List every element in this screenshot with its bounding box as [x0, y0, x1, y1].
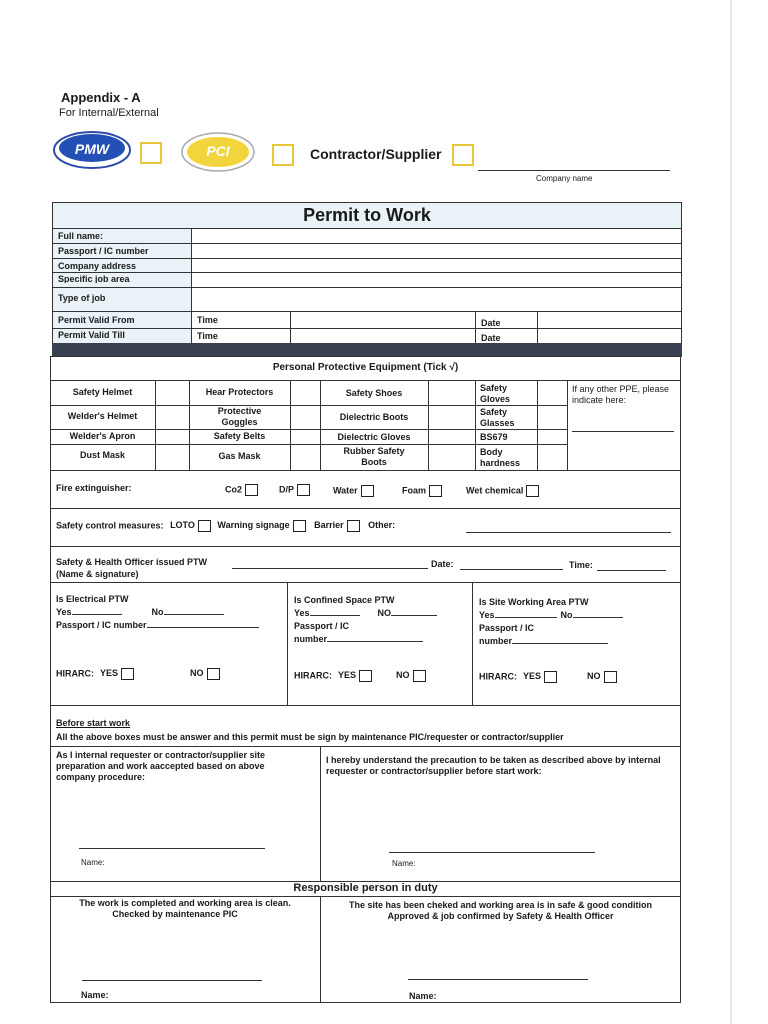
ppe-other-line[interactable]: [572, 431, 674, 432]
barrier-label: Barrier: [314, 520, 344, 531]
electrical-hirarc-no-checkbox[interactable]: [207, 668, 220, 680]
officer-name-label: Name:: [409, 991, 437, 1001]
pic-name-label: Name:: [81, 990, 109, 1000]
confined-passport-label: Passport / IC: [294, 621, 350, 631]
requester-name-label: Name:: [81, 858, 105, 867]
fire-foam-label: Foam: [402, 485, 427, 496]
electrical-no-label: No: [151, 607, 164, 617]
confined-passport-line[interactable]: [327, 633, 423, 642]
pmw-logo: [52, 130, 132, 170]
confined-yes-label: Yes: [294, 608, 310, 618]
confined-yes-line[interactable]: [310, 607, 360, 616]
pci-logo-text: PCI: [206, 143, 230, 159]
fire-dp-checkbox[interactable]: [297, 484, 310, 496]
fire-wet-chemical-checkbox[interactable]: [526, 485, 539, 497]
site-passport-label: Passport / IC: [479, 623, 535, 633]
label-time-from: Time: [197, 315, 218, 325]
electrical-hirarc-label: HIRARC:: [56, 668, 94, 679]
officer-time-line[interactable]: [597, 570, 666, 571]
fire-co2-checkbox[interactable]: [245, 484, 258, 496]
confined-hirarc-yes-label: YES: [338, 670, 357, 681]
officer-signature-line[interactable]: [232, 568, 428, 569]
requester-signature-line[interactable]: [79, 848, 265, 849]
officer-date-line[interactable]: [460, 569, 563, 570]
label-full-name: Full name:: [58, 231, 104, 241]
label-time-till: Time: [197, 331, 218, 341]
officer-final-signature-line[interactable]: [408, 979, 588, 980]
company-name-caption: Company name: [536, 174, 593, 183]
confined-hirarc-no-label: NO: [396, 670, 410, 681]
site-passport-line[interactable]: [512, 635, 608, 644]
ppe-dust-mask: Dust Mask: [79, 450, 125, 460]
electrical-no-line[interactable]: [164, 606, 224, 615]
contractor-checkbox[interactable]: [452, 144, 474, 166]
ppe-welders-helmet: Welder's Helmet: [67, 411, 138, 421]
ppe-safety-helmet: Safety Helmet: [72, 387, 133, 397]
fire-dp-label: D/P: [279, 484, 295, 495]
site-hirarc-yes-label: YES: [523, 671, 542, 682]
loto-checkbox[interactable]: [198, 520, 211, 532]
officer-label: Safety & Health Officer issued PTW: [56, 557, 208, 567]
fire-co2-label: Co2: [225, 484, 243, 495]
site-hirarc-no-label: NO: [587, 671, 601, 682]
ppe-safety-gloves: Safety Gloves: [480, 383, 511, 404]
ppe-safety-glasses: Safety Glasses: [480, 407, 515, 428]
label-job-type: Type of job: [58, 293, 106, 303]
officer-sublabel: (Name & signature): [56, 569, 139, 579]
before-start-title: Before start work: [56, 718, 131, 728]
company-name-line[interactable]: [478, 170, 670, 171]
label-date-till: Date: [481, 333, 501, 343]
confined-hirarc-yes-checkbox[interactable]: [359, 670, 372, 682]
label-job-area: Specific job area: [58, 274, 130, 283]
contractor-supplier-label: Contractor/Supplier: [310, 146, 442, 162]
fire-water-label: Water: [333, 485, 358, 496]
ppe-other-label: If any other PPE, please indicate here:: [572, 384, 670, 405]
ppe-dielectric-boots: Dielectric Boots: [339, 412, 409, 422]
ppe-gas-mask: Gas Mask: [218, 451, 261, 461]
electrical-passport-label: Passport / IC number: [56, 620, 147, 630]
ppe-safety-belts: Safety Belts: [213, 431, 266, 441]
page-edge: [730, 0, 732, 1024]
site-hirarc-yes-checkbox[interactable]: [544, 671, 557, 683]
site-hirarc-label: HIRARC:: [479, 671, 517, 682]
electrical-ptw-label: Is Electrical PTW: [56, 594, 129, 604]
site-no-line[interactable]: [573, 609, 623, 618]
confined-hirarc-label: HIRARC:: [294, 670, 332, 681]
ppe-bs679: BS679: [480, 432, 508, 442]
ppe-welders-apron: Welder's Apron: [69, 431, 136, 441]
dark-divider: [52, 343, 682, 357]
site-yes-line[interactable]: [495, 609, 557, 618]
checked-by-pic: Checked by maintenance PIC: [112, 909, 238, 919]
confined-no-line[interactable]: [391, 607, 437, 616]
ppe-dielectric-gloves: Dielectric Gloves: [337, 432, 411, 442]
confined-passport-label-2: number: [294, 634, 328, 644]
pmw-checkbox[interactable]: [140, 142, 162, 164]
electrical-hirarc-yes-checkbox[interactable]: [121, 668, 134, 680]
label-company-address: Company address: [58, 261, 137, 271]
understand-signature-line[interactable]: [389, 852, 595, 853]
before-start-note: All the above boxes must be answer and this permit must be sign by maintenance PIC/requester or contractor/supplier: [56, 732, 564, 742]
confined-hirarc-no-checkbox[interactable]: [413, 670, 426, 682]
label-passport: Passport / IC number: [58, 246, 149, 256]
label-valid-till: Permit Valid Till: [58, 330, 125, 340]
fire-foam-checkbox[interactable]: [429, 485, 442, 497]
pic-signature-line[interactable]: [82, 980, 262, 981]
other-control-label: Other:: [368, 520, 396, 531]
label-valid-from: Permit Valid From: [58, 315, 135, 325]
ppe-hear-protectors: Hear Protectors: [205, 387, 274, 397]
ppe-title: Personal Protective Equipment (Tick √): [272, 362, 459, 373]
warning-signage-label: Warning signage: [217, 520, 290, 531]
understand-name-label: Name:: [392, 859, 416, 868]
pci-checkbox[interactable]: [272, 144, 294, 166]
label-date-from: Date: [481, 318, 501, 328]
site-checked-statement: The site has been cheked and working area is in safe & good condition: [348, 900, 653, 910]
internal-requester-statement: As I internal requester or contractor/supplier site preparation and work aaccepted based on above company procedure:: [56, 750, 266, 782]
site-no-label: No: [560, 610, 573, 620]
pmw-logo-text: PMW: [74, 141, 110, 157]
safety-control-label: Safety control measures:: [56, 520, 164, 531]
pci-logo: [180, 131, 256, 173]
ppe-body-hardness: Body hardness: [480, 447, 521, 468]
appendix-title: Appendix - A: [61, 90, 141, 105]
other-control-line[interactable]: [466, 532, 671, 533]
ppe-rubber-safety-boots: Rubber Safety Boots: [343, 446, 405, 467]
electrical-hirarc-no-label: NO: [190, 668, 204, 679]
job-area-clip: [53, 273, 191, 283]
appendix-subtitle: For Internal/External: [59, 107, 159, 119]
work-completed-statement: The work is completed and working area is clean.: [79, 898, 291, 908]
approved-by-officer: Approved & job confirmed by Safety & Health Officer: [387, 911, 614, 921]
site-ptw-label: Is Site Working Area PTW: [479, 597, 589, 607]
confined-no-label: NO: [377, 608, 392, 618]
site-hirarc-no-checkbox[interactable]: [604, 671, 617, 683]
form-title: Permit to Work: [303, 205, 431, 225]
fire-wet-chemical-label: Wet chemical: [466, 485, 524, 496]
barrier-checkbox[interactable]: [347, 520, 360, 532]
loto-label: LOTO: [170, 520, 195, 531]
fire-water-checkbox[interactable]: [361, 485, 374, 497]
electrical-yes-label: Yes: [56, 607, 72, 617]
fire-extinguisher-label: Fire extinguisher:: [56, 483, 132, 493]
ppe-protective-goggles: Protective Goggles: [217, 406, 262, 427]
responsible-title: Responsible person in duty: [293, 882, 438, 894]
electrical-hirarc-yes-label: YES: [100, 668, 119, 679]
ppe-safety-shoes: Safety Shoes: [345, 388, 403, 398]
officer-date-label: Date:: [431, 559, 454, 569]
officer-time-label: Time:: [569, 560, 593, 570]
electrical-passport-line[interactable]: [147, 619, 259, 628]
confined-ptw-label: Is Confined Space PTW: [294, 595, 395, 605]
site-passport-label-2: number: [479, 636, 513, 646]
understand-statement: I hereby understand the precaution to be taken as described above by internal requester or contractor/supplier before start work:: [326, 755, 661, 776]
site-yes-label: Yes: [479, 610, 495, 620]
electrical-yes-line[interactable]: [72, 606, 122, 615]
warning-signage-checkbox[interactable]: [293, 520, 306, 532]
